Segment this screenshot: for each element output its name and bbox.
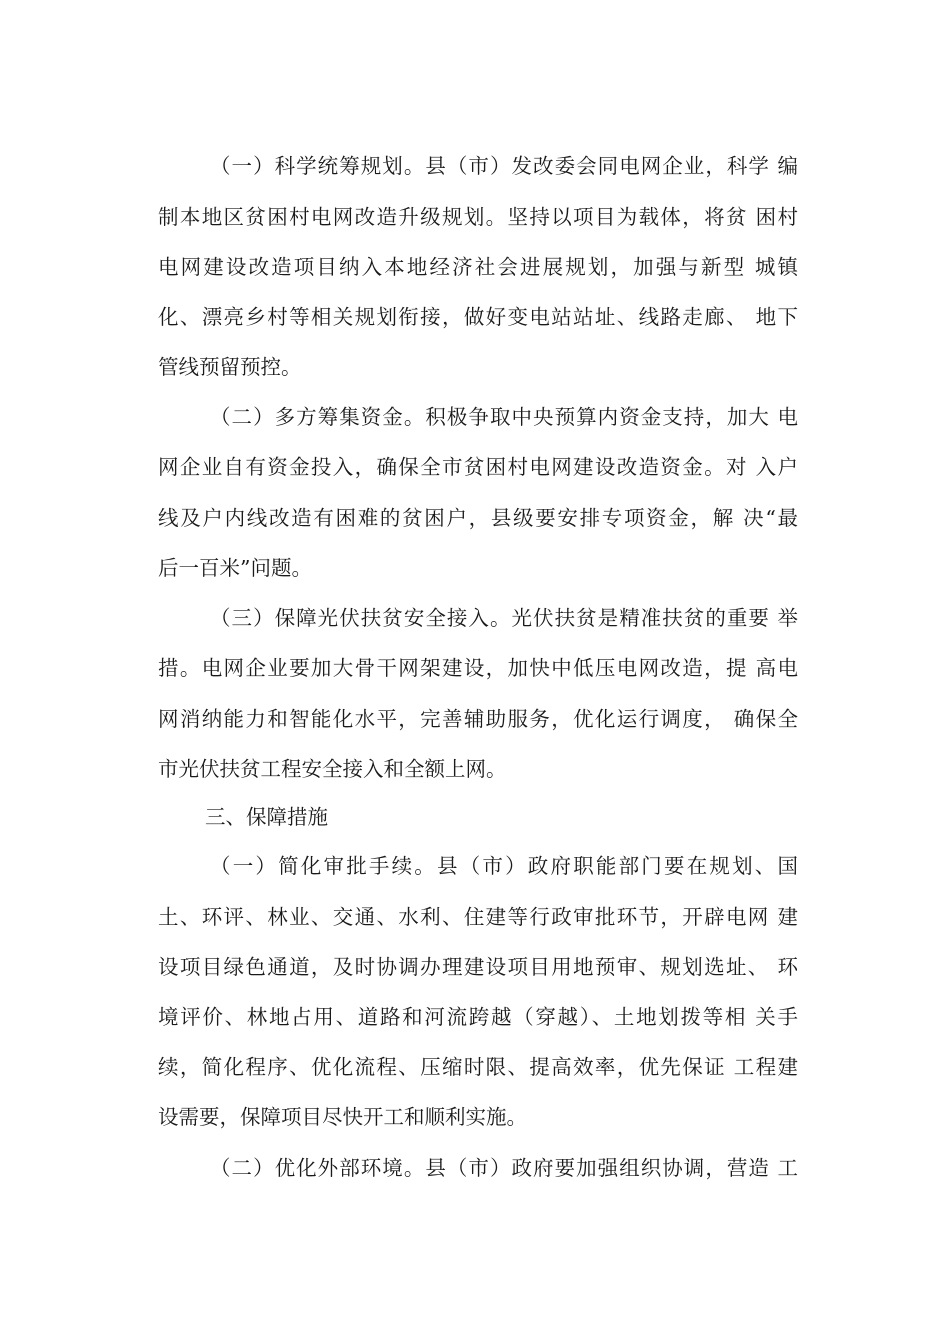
paragraph-1-line-5: 管线预留预控。: [158, 355, 302, 379]
paragraph-3-line-3: 网消纳能力和智能化水平，完善辅助服务，优化运行调度， 确保全: [158, 707, 798, 731]
paragraph-1-line-3: 电网建设改造项目纳入本地经济社会进展规划，加强与新型 城镇: [158, 255, 798, 279]
paragraph-4-line-4: 境评价、林地占用、道路和河流跨越（穿越）、土地划拨等相 关手: [158, 1005, 798, 1029]
paragraph-2-line-1: （二）多方筹集资金。积极争取中央预算内资金支持，加大 电: [210, 405, 798, 429]
paragraph-4-line-1: （一）简化审批手续。县（市）政府职能部门要在规划、国: [210, 854, 798, 878]
paragraph-4-line-2: 土、环评、林业、交通、水利、住建等行政审批环节，开辟电网 建: [158, 905, 798, 929]
paragraph-1-line-4: 化、漂亮乡村等相关规划衔接，做好变电站站址、线路走廊、 地下: [158, 305, 798, 329]
section-heading: 三、保障措施: [205, 805, 328, 829]
paragraph-4-line-6: 设需要，保障项目尽快开工和顺利实施。: [158, 1105, 527, 1129]
paragraph-1-line-1: （一）科学统筹规划。县（市）发改委会同电网企业，科学 编: [210, 154, 798, 178]
paragraph-2-line-2: 网企业自有资金投入，确保全市贫困村电网建设改造资金。对 入户: [158, 455, 798, 479]
paragraph-4-line-3: 设项目绿色通道，及时协调办理建设项目用地预审、规划选址、 环: [158, 955, 798, 979]
paragraph-3-line-2: 措。电网企业要加大骨干网架建设，加快中低压电网改造，提 高电: [158, 656, 798, 680]
paragraph-3-line-4: 市光伏扶贫工程安全接入和全额上网。: [158, 757, 507, 781]
paragraph-5-line-1: （二）优化外部环境。县（市）政府要加强组织协调，营造 工: [210, 1156, 798, 1180]
paragraph-4-line-5: 续，简化程序、优化流程、压缩时限、提高效率，优先保证 工程建: [158, 1055, 798, 1079]
paragraph-3-line-1: （三）保障光伏扶贫安全接入。光伏扶贫是精准扶贫的重要 举: [210, 606, 798, 630]
paragraph-1-line-2: 制本地区贫困村电网改造升级规划。坚持以项目为载体，将贫 困村: [158, 205, 798, 229]
paragraph-2-line-3: 线及户内线改造有困难的贫困户，县级要安排专项资金，解 决“最: [158, 506, 798, 530]
paragraph-2-line-4: 后一百米”问题。: [158, 556, 312, 580]
